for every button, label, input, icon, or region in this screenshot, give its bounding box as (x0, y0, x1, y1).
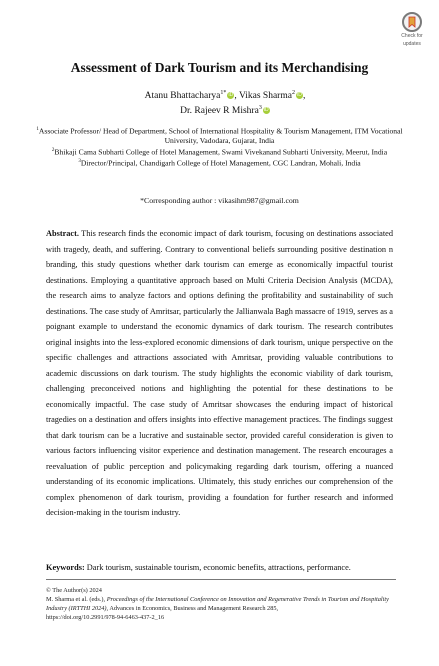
author-sup: 3 (258, 105, 262, 112)
keywords (46, 563, 406, 573)
footer (46, 586, 396, 622)
author-list: Atanu Bhattacharya$^{1*}$ iD, Vikas Sharma$^2$ iD, Dr. Rajeev R Mishra$^3$ iD (144, 90, 306, 117)
doi-link[interactable]: https://doi.org/10.2991/978-94-6463-437-2_16 (46, 614, 165, 622)
author-sup: 2 (291, 90, 295, 96)
badge-label-line1: Check for (401, 33, 423, 39)
affiliation-item (32, 146, 407, 157)
badge-label-line2: updates (403, 40, 421, 47)
footer-divider (46, 579, 396, 580)
check-for-updates-badge[interactable] (395, 12, 429, 54)
author-sup: 1* (220, 90, 227, 96)
abstract-text: This research finds the economic impact of dark tourism, focusing on destinations associated with tragedy, death, and suffering. Contrary to conventional beliefs surrounding positive destination n branding, this study questions whether dark tourism can emerge as economically impactful tourist destinations. Employing a quantitative approach based on Multi Criteria Decision Analysis (MCDA), the research aims to analyze factors and options defining the profitability and sustainability of such destinations. The case study of Amritsar, particularly the Jallianwala Bagh massacre of 1919, serves as a poignant example to understand the economic dynamics of dark tourism. The research contributes original insights into the less-explored economic dimensions of dark tourism, unique perspective on the specific challenges and attractions associated with Amritsar, providing valuable contributions to academic discussions on dark tourism. The study highlights the economic viability of dark tourism, challenging preconceived notions and highlighting the potential for these destinations to be economically impactful. The case study of Amritsar showcases the enduring impact of historical tragedies on a destination and offers insights into effective management practices. The findings suggest that dark tourism can be a lucrative and sustainable sector, provided careful consideration is given to various factors influencing visitor experience and destination management. The research encourages a reevaluation of public perception and policymaking regarding dark tourism, offering a nuanced understanding of its economic implications. Ultimately, this study enriches our comprehension of the complex phenomenon of dark tourism, providing a foundation for further research and informed decision-making in the tourism industry. (46, 229, 393, 517)
orcid-icon[interactable]: iD (228, 92, 234, 99)
orcid-icon[interactable]: iD (297, 92, 302, 99)
affiliation-sup: 3 (78, 158, 81, 164)
author-name: Dr. Rajeev R Mishra (180, 106, 259, 117)
orcid-icon[interactable]: iD (263, 107, 269, 114)
bookmark-icon (402, 12, 422, 32)
affiliation-text: Bhikaji Cama Subharti College of Hotel Management, Swami Vivekanand Subharti University, Meerut, India (54, 147, 388, 157)
affiliation-text: Director/Principal, Chandigarh College of Hotel Management, CGC Landran, Mohali, India (80, 158, 361, 168)
affiliation-sup: 1 (36, 127, 39, 132)
proceedings-title: Proceedings of the International Conference on Innovation and Regenerative Trends in Tourism and Hospitality Industry (IRTTHI 2024) (46, 596, 389, 613)
affiliation-sup: 2 (51, 147, 55, 153)
affiliations (32, 125, 407, 168)
copyright: © The Author(s) 2024 (46, 587, 102, 594)
affiliation-text: Associate Professor/ Head of Department, School of International Hospitality & Tourism Management, ITM Vocational University, Vadodara, Gujarat, India (38, 126, 403, 146)
affiliation-item (32, 125, 407, 146)
keywords-text: Dark tourism, sustainable tourism, economic benefits, attractions, performance. (86, 563, 351, 572)
paper-title: Assessment of Dark Tourism and its Merchandising (70, 60, 369, 75)
abstract (46, 226, 393, 521)
abstract-label: Abstract. (46, 229, 79, 238)
series-info: , Advances in Economics, Business and Management Research 285, (106, 605, 279, 613)
corresponding-author: *Corresponding author : vikasihm987@gmail.com (140, 196, 299, 205)
author-name: Vikas Sharma (238, 91, 292, 102)
citation-prefix: M. Sharma et al. (eds.), (46, 596, 107, 604)
author-name: Atanu Bhattacharya (144, 91, 221, 102)
citation (46, 595, 396, 613)
keywords-label: Keywords: (46, 563, 85, 572)
affiliation-item (32, 157, 407, 168)
